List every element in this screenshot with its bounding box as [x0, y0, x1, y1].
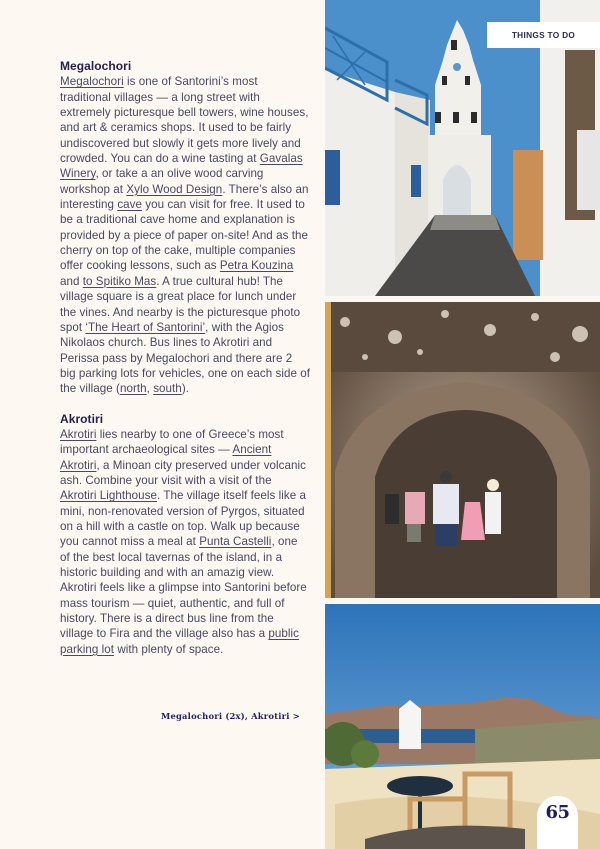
- inline-link[interactable]: Akrotiri Lighthouse: [60, 489, 157, 503]
- inline-link[interactable]: north: [119, 382, 147, 396]
- page-number: 65: [537, 796, 578, 849]
- section-megalochori: [60, 59, 310, 397]
- inline-link[interactable]: Xylo Wood Design: [126, 182, 223, 196]
- inline-link[interactable]: cave: [117, 198, 143, 212]
- inline-link[interactable]: to Spitiko Mas: [82, 274, 157, 288]
- section-paragraph: Akrotiri lies nearby to one of Greece’s most important archaeological sites — Ancient Akrotiri, a Minoan city preserved under volcanic ash. Combine your visit with a visit of the Akrotiri Lighthouse. The village itself feels like a mini, non-renovated version of Pyrgos, situated on a hill with a castle on top. Walk up because you cannot miss a meal at Punta Castelli, one of the best local tavernas of the island, in a historic building and with an amazig view. Akrotiri feels like a glimpse into Santorini before mass tourism — quiet, authentic, and full of history. There is a direct bus line from the village to Fira and the village also has a public parking lot with plenty of space.: [60, 427, 307, 656]
- inline-link[interactable]: Punta Castelli: [199, 535, 272, 549]
- cave-illustration: [325, 302, 600, 598]
- section-tab-things-to-do: THINGS TO DO: [487, 22, 600, 48]
- section-title: Akrotiri: [60, 411, 104, 426]
- section-akrotiri: [60, 412, 310, 658]
- photo-caption-credit: Megalochori (2x), Akrotiri >: [161, 711, 300, 721]
- section-paragraph: Megalochori is one of Santorini’s most traditional villages — a long street with extremely picturesque bell towers, wine houses, and art & ceramics shops. It used to be fairly undiscovered but slowly it gets more lively and crowded. You can do a wine tasting at Gavalas Winery, or take a an olive wood carving workshop at Xylo Wood Design. There’s also an interesting cave you can visit for free. It used to be a traditional cave home and explanation is provided by a piece of paper on-site! And as the cherry on top of the cake, multiple companies offer cooking lessons, such as Petra Kouzina and to Spitiko Mas. A true cultural hub! The village square is a great place for lunch under the vines. And nearby is the picturesque photo spot ‘The Heart of Santorini’, with the Agios Nikolaos church. Bus lines to Akrotiri and Perissa pass by Megalochori and there are 2 big parking lots for vehicles, one on each side of the village (north, south).: [60, 75, 310, 396]
- inline-link[interactable]: Akrotiri: [60, 427, 97, 441]
- inline-link[interactable]: Megalochori: [60, 75, 124, 89]
- section-title: Megalochori: [60, 59, 132, 73]
- inline-link[interactable]: south: [153, 382, 182, 396]
- inline-link[interactable]: Ancient Akrotiri: [60, 443, 272, 472]
- inline-link[interactable]: Gavalas Winery: [60, 152, 303, 181]
- article-text-column: [60, 59, 310, 672]
- inline-link[interactable]: Petra Kouzina: [219, 259, 294, 273]
- inline-link[interactable]: ‘The Heart of Santorini’: [85, 320, 206, 334]
- inline-link[interactable]: public parking lot: [60, 627, 299, 656]
- photo-cave-tunnel: [325, 302, 600, 598]
